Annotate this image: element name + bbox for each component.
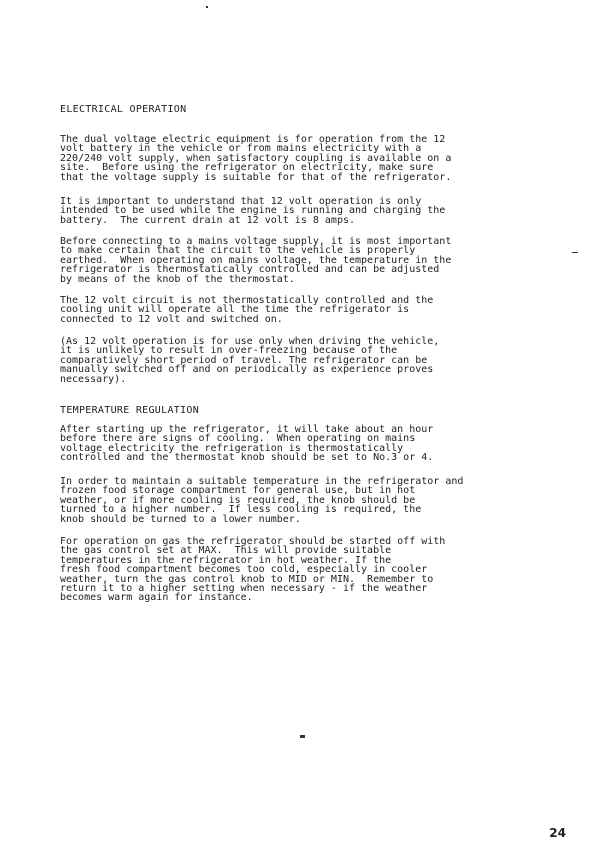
paragraph: For operation on gas the refrigerator should be started off with the gas control set at MAX. This will provide suitable temperatures in the refrigerator in hot weather. If the fresh food compartment becomes too cold, especially in cooler weather, turn the gas control knob to MID or MIN. Remember to return it to a higher setting when necessary - if the weather becomes warm again for instance.	[60, 536, 446, 604]
paragraph: The 12 volt circuit is not thermostatically controlled and the cooling unit will operate all the time the refrigerator is connected to 12 volt and switched on.	[60, 295, 434, 325]
paragraph: The dual voltage electric equipment is for operation from the 12 volt battery in the vehicle or from mains electricity with a 220/240 volt supply, when satisfactory coupling is available on a site. Before using the refrigerator on electricity, make sure that the voltage supply is suitable for that of the refrigerator.	[60, 134, 452, 183]
section-heading-electrical: ELECTRICAL OPERATION	[60, 104, 187, 115]
scan-speck	[300, 735, 305, 738]
section-heading-temperature: TEMPERATURE REGULATION	[60, 405, 200, 416]
paragraph: It is important to understand that 12 volt operation is only intended to be used while the engine is running and charging the battery. The current drain at 12 volt is 8 amps.	[60, 196, 446, 226]
paragraph: After starting up the refrigerator, it will take about an hour before there are signs of cooling. When operating on mains voltage electricity the refrigeration is thermostatically controlled and the thermostat knob should be set to No.3 or 4.	[60, 424, 434, 464]
paragraph: (As 12 volt operation is for use only when driving the vehicle, it is unlikely to result in over-freezing because of the comparatively short period of travel. The refrigerator can be manually switched off and on periodically as experience proves necessary).	[60, 336, 440, 385]
page-number: 24	[549, 826, 566, 840]
scan-speck	[206, 6, 208, 8]
paragraph: Before connecting to a mains voltage supply, it is most important to make certain that the circuit to the vehicle is properly earthed. When operating on mains voltage, the temperature in the refrigerator is thermostatically controlled and can be adjusted by means of the knob of the thermostat.	[60, 236, 452, 285]
paragraph: In order to maintain a suitable temperature in the refrigerator and frozen food storage compartment for general use, but in hot weather, or if more cooling is required, the knob should be turned to a higher number. If less cooling is required, the knob should be turned to a lower number.	[60, 476, 464, 525]
scan-speck	[572, 252, 578, 253]
